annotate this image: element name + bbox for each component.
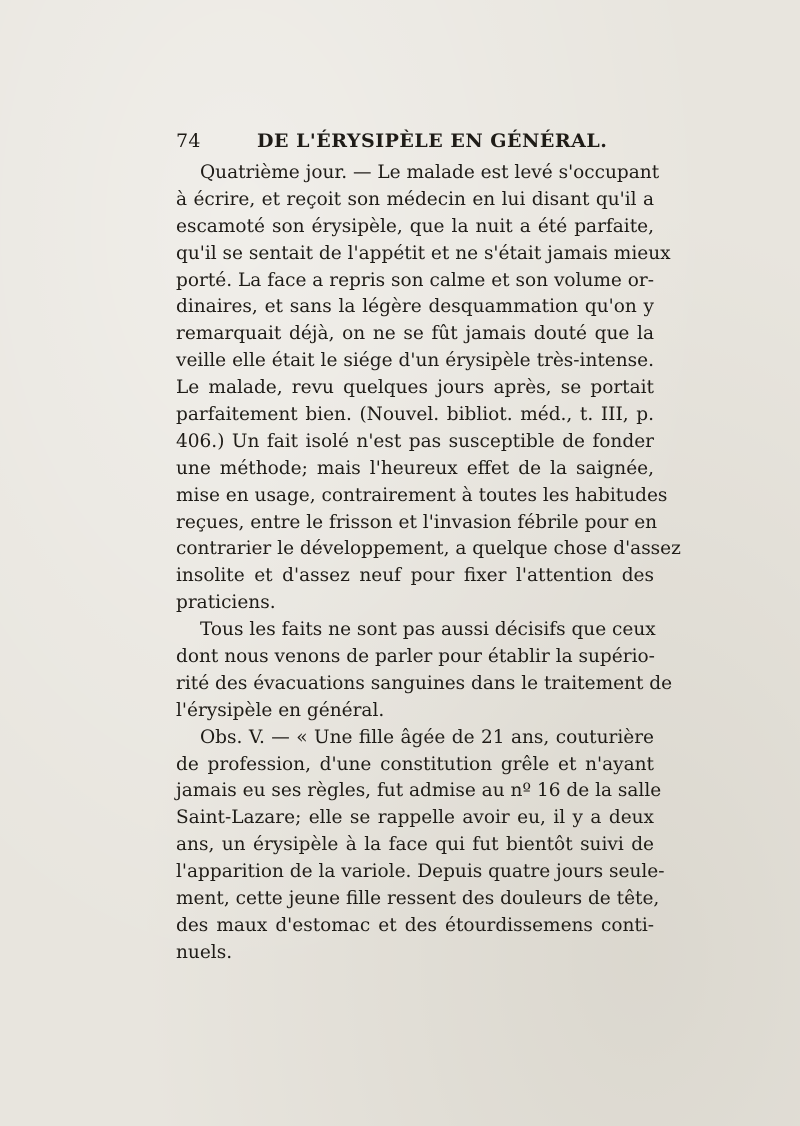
text-line: ment, cette jeune fille ressent des douleurs de tête, bbox=[176, 888, 660, 910]
text-line: mise en usage, contrairement à toutes les habitudes bbox=[176, 484, 668, 506]
text-line: de profession, d'une constitution grêle et n'ayant bbox=[176, 753, 654, 775]
text-line: escamoté son érysipèle, que la nuit a été parfaite, bbox=[176, 215, 654, 237]
text-line: dinaires, et sans la légère desquammation qu'on y bbox=[176, 296, 654, 318]
text-line: à écrire, et reçoit son médecin en lui disant qu'il a bbox=[176, 188, 654, 210]
text-line: 406.) Un fait isolé n'est pas susceptible de fonder bbox=[176, 430, 654, 452]
page-number: 74 bbox=[176, 130, 201, 152]
text-line: ans, un érysipèle à la face qui fut bientôt suivi de bbox=[176, 834, 654, 856]
text-line: l'érysipèle en général. bbox=[176, 699, 385, 721]
text-line: Quatrième jour. — Le malade est levé s'occupant bbox=[200, 162, 660, 183]
text-line: insolite et d'assez neuf pour fixer l'attention des bbox=[176, 565, 654, 587]
text-line: Le malade, revu quelques jours après, se portait bbox=[176, 377, 654, 399]
running-title: DE L'ÉRYSIPÈLE EN GÉNÉRAL. bbox=[257, 130, 608, 152]
body-text bbox=[176, 160, 681, 967]
text-line: qu'il se sentait de l'appétit et ne s'était jamais mieux bbox=[176, 242, 671, 264]
text-line: dont nous venons de parler pour établir la supério- bbox=[176, 646, 655, 668]
text-line: des maux d'estomac et des étourdissemens conti- bbox=[176, 914, 654, 936]
text-line: rité des évacuations sanguines dans le traitement de bbox=[176, 672, 673, 694]
text-line: parfaitement bien. (Nouvel. bibliot. méd., t. III, p. bbox=[176, 404, 654, 426]
text-line: reçues, entre le frisson et l'invasion fébrile pour en bbox=[176, 511, 658, 533]
page-header bbox=[176, 130, 656, 158]
text-line: l'apparition de la variole. Depuis quatre jours seule- bbox=[176, 861, 665, 883]
text-line: nuels. bbox=[176, 941, 233, 963]
text-line: jamais eu ses règles, fut admise au nº 16 de la salle bbox=[176, 780, 662, 802]
text-line: porté. La face a repris son calme et son volume or- bbox=[176, 269, 654, 291]
text-line: Saint-Lazare; elle se rappelle avoir eu, il y a deux bbox=[176, 807, 654, 829]
text-line: veille elle était le siége d'un érysipèle très-intense. bbox=[176, 350, 654, 372]
text-line: Obs. V. — « Une fille âgée de 21 ans, couturière bbox=[200, 726, 654, 748]
text-line: remarquait déjà, on ne se fût jamais douté que la bbox=[176, 323, 654, 345]
text-line: une méthode; mais l'heureux effet de la saignée, bbox=[176, 457, 654, 479]
text-line: praticiens. bbox=[176, 592, 276, 614]
text-line: Tous les faits ne sont pas aussi décisifs que ceux bbox=[200, 619, 656, 641]
text-line: contrarier le développement, a quelque chose d'assez bbox=[176, 538, 681, 560]
